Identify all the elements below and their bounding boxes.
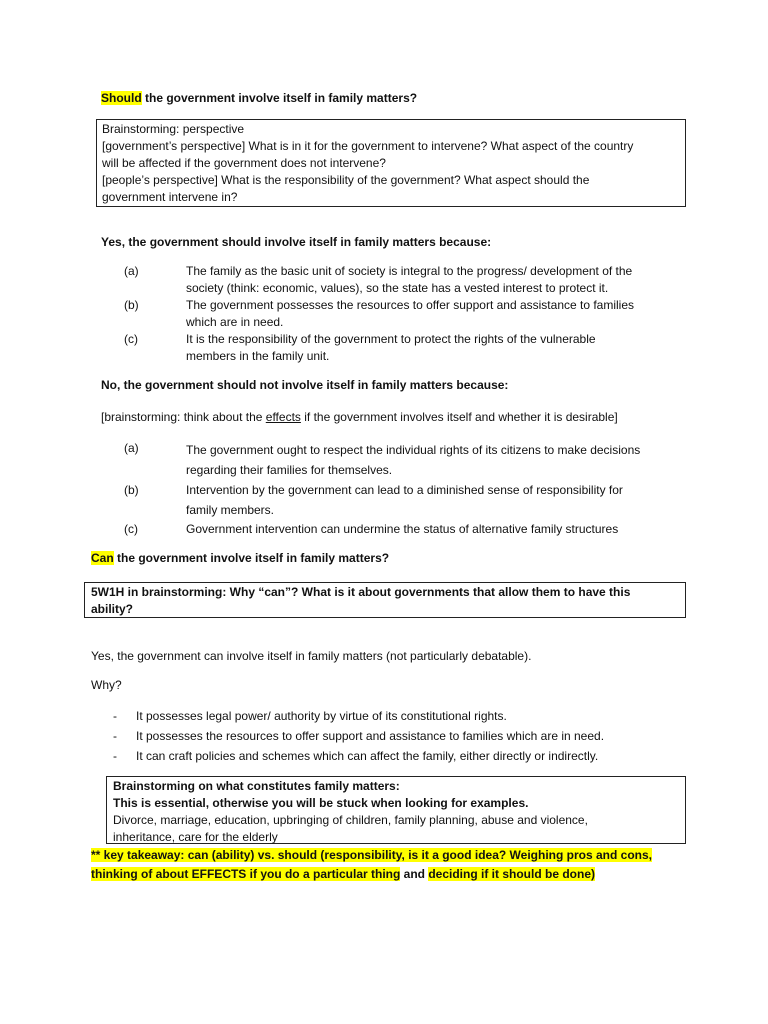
bullet-dash: - bbox=[113, 749, 117, 763]
takeaway-line: ** key takeaway: can (ability) vs. should (responsibility, is it a good idea? Weighing pros and cons, bbox=[91, 848, 653, 862]
5w1h-box bbox=[84, 582, 686, 618]
item-label: (a) bbox=[124, 441, 139, 455]
list-item bbox=[113, 746, 693, 766]
item-text: It possesses the resources to offer support and assistance to families which are in need. bbox=[136, 729, 605, 743]
box-line: ability? bbox=[91, 602, 134, 616]
key-takeaway: ** key takeaway: can (ability) vs. should (responsibility, is it a good idea? Weighing pros and cons, thinking of about EFFECTS if you do a particular thing and deciding if it should be done) bbox=[91, 848, 653, 881]
list-item bbox=[124, 263, 684, 297]
item-label: (c) bbox=[124, 522, 138, 536]
no-list bbox=[124, 440, 684, 539]
why-label: Why? bbox=[91, 678, 122, 692]
item-text: The government possesses the resources to offer support and assistance to families bbox=[186, 298, 635, 312]
item-text: regarding their families for themselves. bbox=[186, 463, 393, 477]
highlight-can: Can bbox=[91, 551, 114, 565]
reasons-list bbox=[113, 706, 693, 766]
item-text: society (think: economic, values), so the state has a vested interest to protect it. bbox=[186, 281, 609, 295]
item-text: Government intervention can undermine the status of alternative family structures bbox=[186, 522, 619, 536]
item-text: members in the family unit. bbox=[186, 349, 330, 363]
item-text: The family as the basic unit of society is integral to the progress/ development of the bbox=[186, 264, 633, 278]
item-label: (c) bbox=[124, 332, 138, 346]
list-item bbox=[124, 519, 684, 539]
yes-heading: Yes, the government should involve itself in family matters because: bbox=[101, 235, 492, 249]
list-item bbox=[124, 480, 684, 519]
box-line: will be affected if the government does not intervene? bbox=[102, 156, 386, 170]
list-item bbox=[113, 706, 693, 726]
item-text: The government ought to respect the individual rights of its citizens to make decisions bbox=[186, 443, 641, 457]
box-line: [people’s perspective] What is the responsibility of the government? What aspect should the bbox=[102, 173, 590, 187]
list-item bbox=[124, 331, 684, 365]
bullet-dash: - bbox=[113, 729, 117, 743]
effects-underlined: effects bbox=[265, 410, 301, 424]
brainstorm-effects-note: [brainstorming: think about the effects if the government involves itself and whether it is desirable] bbox=[101, 410, 618, 424]
item-text: Intervention by the government can lead to a diminished sense of responsibility for bbox=[186, 483, 623, 497]
item-label: (b) bbox=[124, 483, 139, 497]
takeaway-line: thinking of about EFFECTS if you do a particular thing bbox=[91, 867, 401, 881]
list-item bbox=[124, 440, 684, 480]
box-line: Brainstorming on what constitutes family matters: bbox=[113, 779, 400, 793]
item-text: It is the responsibility of the government to protect the rights of the vulnerable bbox=[186, 332, 596, 346]
no-heading: No, the government should not involve itself in family matters because: bbox=[101, 378, 509, 392]
box-line: [government’s perspective] What is in it for the government to intervene? What aspect of the country bbox=[102, 139, 634, 153]
item-label: (b) bbox=[124, 298, 139, 312]
box-line: Divorce, marriage, education, upbringing of children, family planning, abuse and violence, bbox=[113, 813, 588, 827]
takeaway-line: deciding if it should be done) bbox=[428, 867, 596, 881]
item-text: It possesses legal power/ authority by virtue of its constitutional rights. bbox=[136, 709, 507, 723]
box-line: 5W1H in brainstorming: Why “can”? What is it about governments that allow them to have this bbox=[91, 585, 631, 599]
perspective-box bbox=[96, 119, 686, 207]
yes-list bbox=[124, 263, 684, 365]
item-text: It can craft policies and schemes which can affect the family, either directly or indirectly. bbox=[136, 749, 599, 763]
question-can: Can the government involve itself in family matters? bbox=[91, 551, 390, 565]
box-line: This is essential, otherwise you will be stuck when looking for examples. bbox=[113, 796, 529, 810]
family-matters-box bbox=[106, 776, 686, 844]
box-line: government intervene in? bbox=[102, 190, 238, 204]
item-text: family members. bbox=[186, 503, 275, 517]
item-label: (a) bbox=[124, 264, 139, 278]
bullet-dash: - bbox=[113, 709, 117, 723]
highlight-should: Should bbox=[101, 91, 142, 105]
list-item bbox=[113, 726, 693, 746]
can-answer: Yes, the government can involve itself in family matters (not particularly debatable). bbox=[91, 649, 532, 663]
item-text: which are in need. bbox=[186, 315, 284, 329]
question-should: Should the government involve itself in family matters? bbox=[101, 91, 418, 105]
box-line: inheritance, care for the elderly bbox=[113, 830, 278, 844]
box-line: Brainstorming: perspective bbox=[102, 122, 245, 136]
list-item bbox=[124, 297, 684, 331]
